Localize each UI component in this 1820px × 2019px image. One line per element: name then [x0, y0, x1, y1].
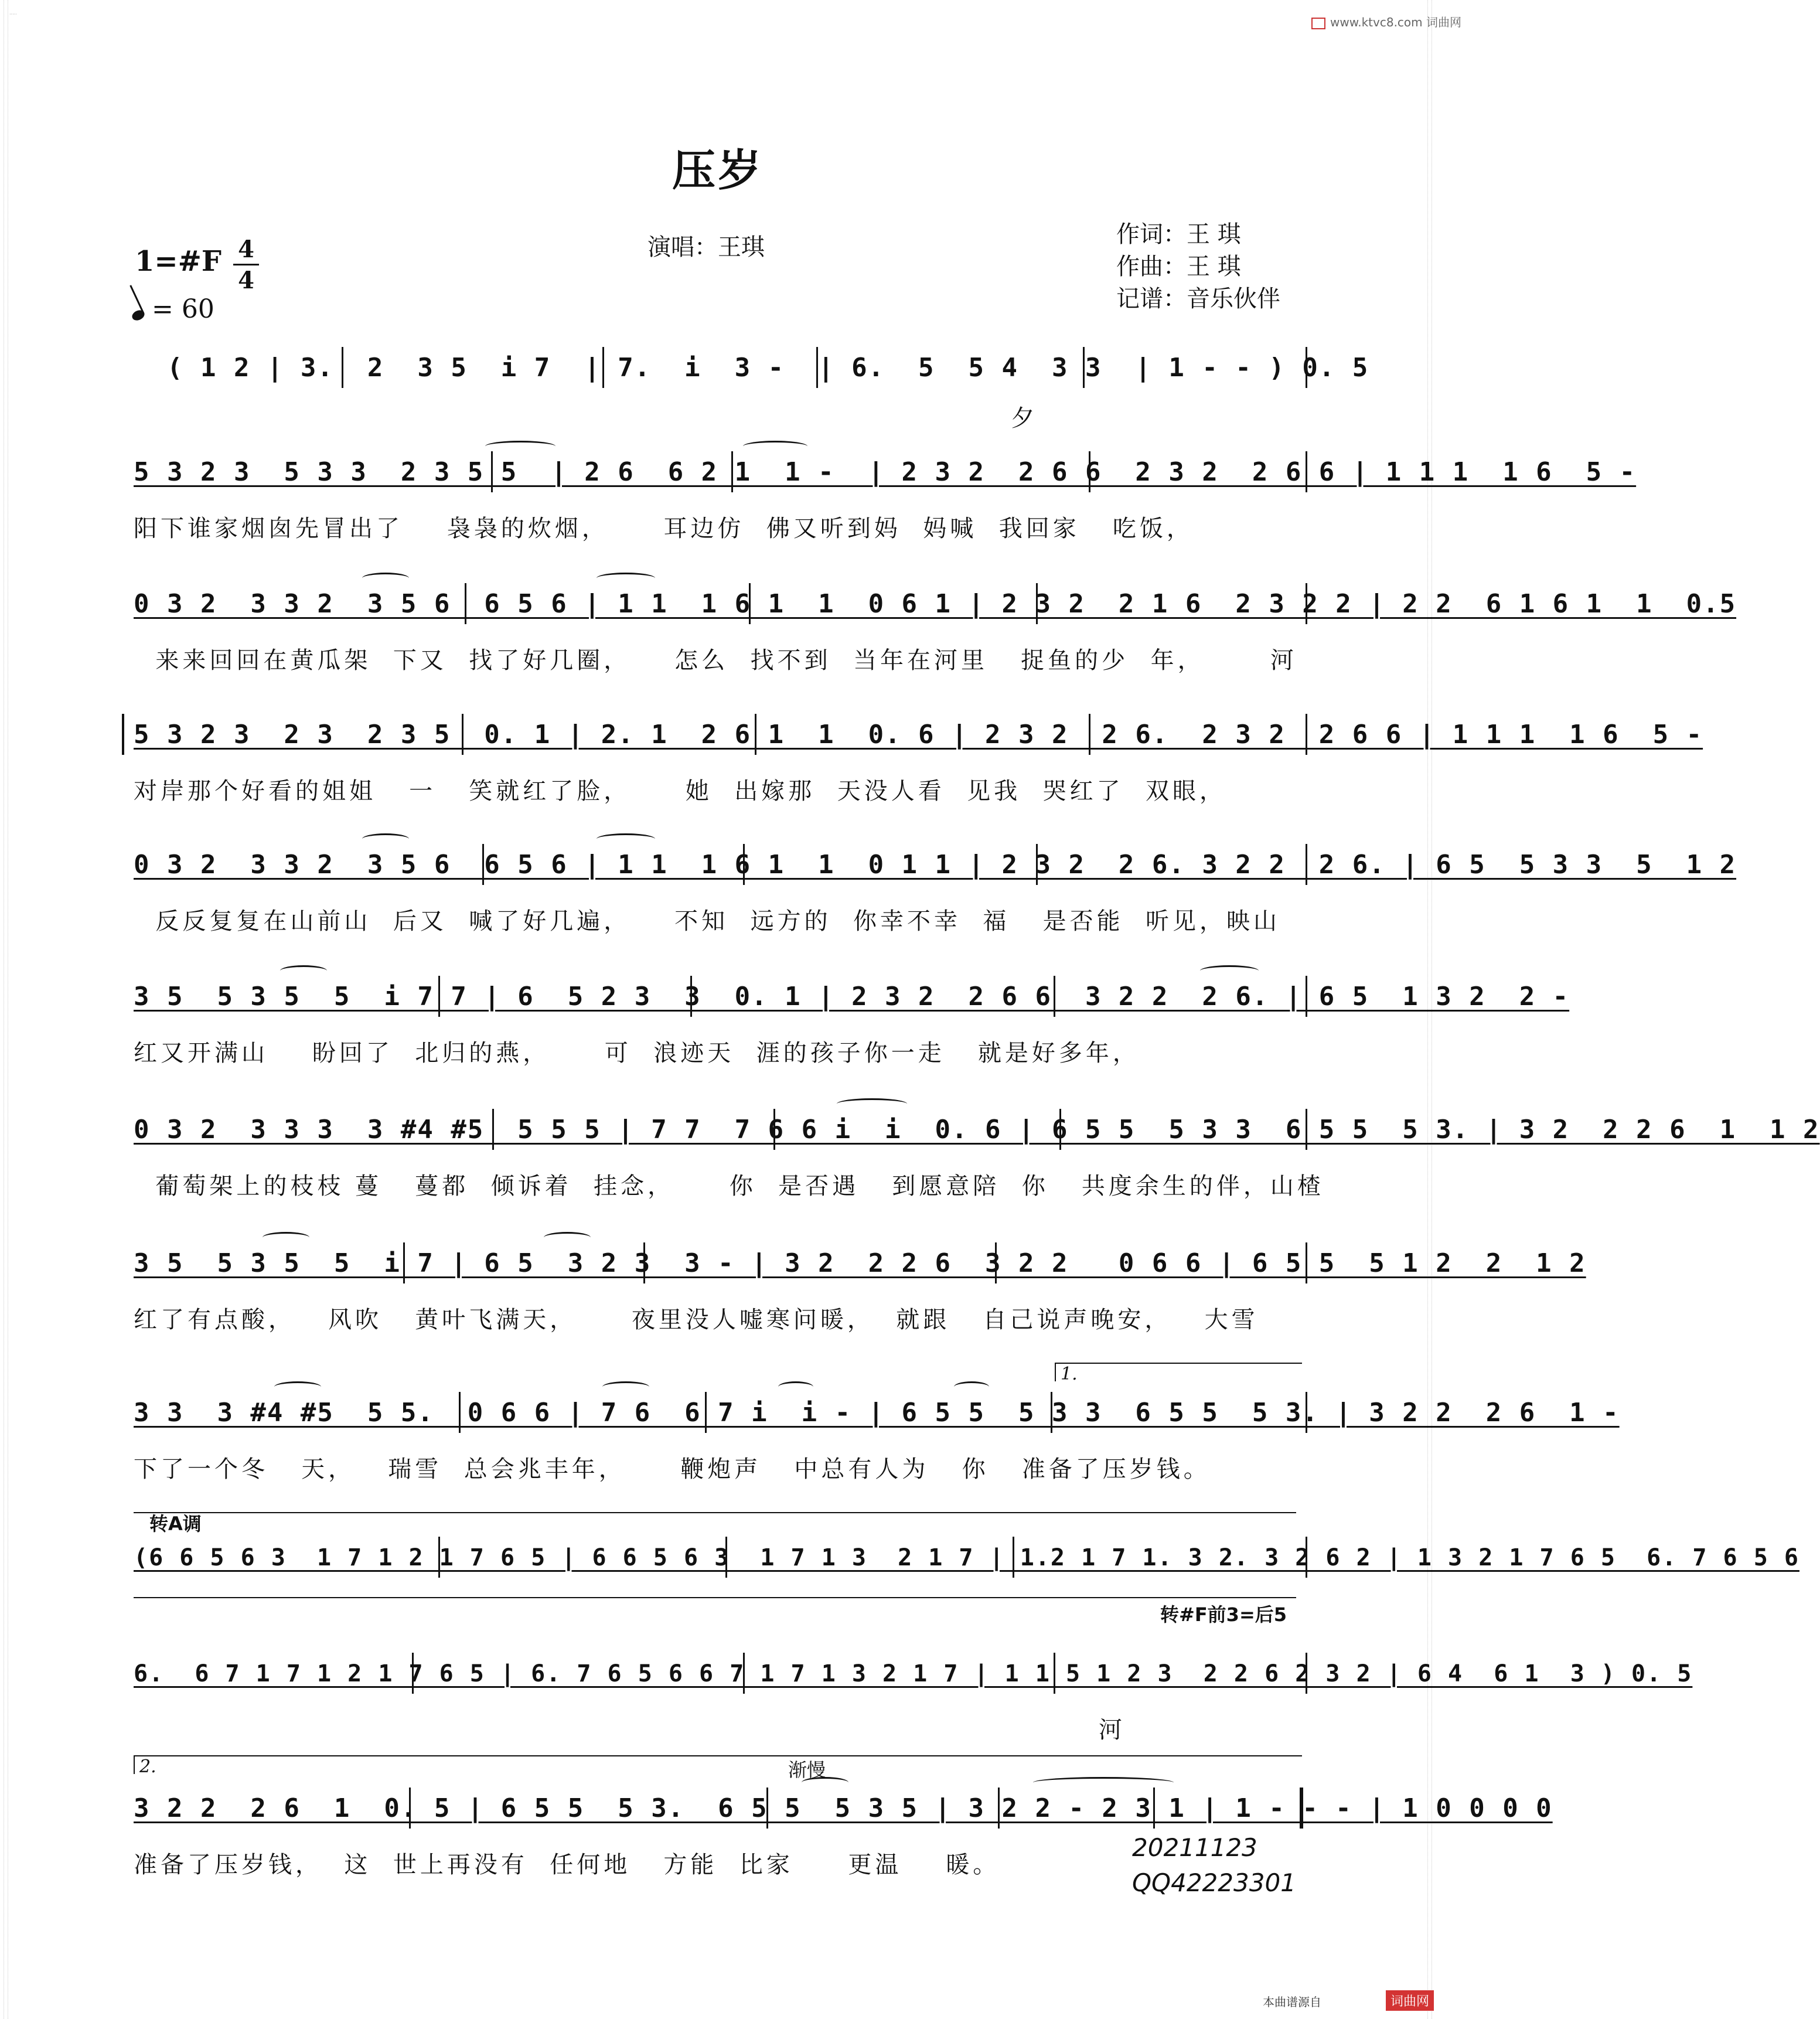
modulation-back: 转#F前3=后5: [1160, 1603, 1287, 1626]
song-title: 压岁: [672, 145, 764, 196]
score-row-11: [134, 1647, 1693, 1744]
score-row-9: [134, 1386, 1620, 1483]
score-row-2: [134, 445, 1637, 542]
modulation-to-a: 转A调: [149, 1513, 202, 1535]
score-row-7: [134, 1103, 1820, 1200]
key-signature: 1=#F: [135, 245, 221, 278]
row-1-notes: ( 1 2 | 3. 2 3 5 i 7 | 7. i 3 - | 6. 5 5 4 3 3 | 1 - - ) 0. 5: [134, 353, 1369, 383]
footer-source-text: 本曲谱源自: [1263, 1995, 1321, 2009]
row-4-notes: 5 3 2 3 2 3 2 3 5 0. 1 | 2. 1 2 6 1 1 0. 6 | 2 3 2 2 6. 2 3 2 2 6 6 | 1 1 1 1 6 5 -: [134, 720, 1703, 750]
interlude-line: [134, 1512, 1296, 1513]
row-11-lyrics: 河: [134, 1717, 1126, 1744]
row-11-notes: 6. 6 7 1 7 1 2 1 7 6 5 | 6. 7 6 5 6 6 7 1 7 1 3 2 1 7 | 1 1 5 1 2 3 2 2 6 2 3 2 | 6 4 6 1 3 ) 0. 5: [134, 1660, 1693, 1687]
row-8-lyrics: 红了有点酸， 风吹 黄叶飞满天， 夜里没人嘘寒问暖， 就跟 自己说声晚安， 大雪: [134, 1306, 1259, 1333]
qq-stamp: QQ42223301: [1132, 1868, 1296, 1897]
time-signature-line: [233, 264, 259, 265]
site-watermark-top[interactable]: [1311, 13, 1461, 30]
volta-2-bracket: 2.: [134, 1755, 1302, 1774]
quarter-note-icon: [131, 308, 146, 322]
time-signature-top: 4: [238, 236, 254, 263]
row-2-lyrics: 阳下谁家烟囱先冒出了 袅袅的炊烟， 耳边仿 佛又听到妈 妈喊 我回家 吃饭，: [134, 515, 1194, 542]
row-9-lyrics: 下了一个冬 天， 瑞雪 总会兆丰年， 鞭炮声 中总有人为 你 准备了压岁钱。: [134, 1456, 1211, 1483]
tempo-change: 渐慢: [788, 1759, 826, 1781]
score-row-1: [134, 341, 1369, 432]
interlude-line-2: [134, 1597, 1296, 1598]
tempo-marking: [132, 294, 214, 324]
row-2-notes: 5 3 2 3 5 3 3 2 3 5 5 | 2 6 6 2 1 1 - | 2 3 2 2 6 6 2 3 2 2 6 6 | 1 1 1 1 6 5 -: [134, 457, 1637, 487]
row-6-lyrics: 红又开满山 盼回了 北归的燕， 可 浪迹天 涯的孩子你一走 就是好多年，: [134, 1040, 1140, 1067]
transcriber-credit: 记谱：音乐伙伴: [1116, 285, 1280, 312]
score-row-10: [134, 1531, 1799, 1601]
tempo-value: = 60: [152, 294, 214, 324]
time-signature: [233, 237, 259, 294]
row-5-notes: 0 3 2 3 3 2 3 5 6 6 5 6 | 1 1 1 6 1 1 0 1 1 | 2 3 2 2 6. 3 2 2 2 6. | 6 5 5 3 3 5 1 2: [134, 850, 1737, 880]
site-logo-icon: [1311, 18, 1325, 29]
row-7-notes: 0 3 2 3 3 3 3 #4 #5 5 5 5 | 7 7 7 6 6 i i 0. 6 | 6 5 5 5 3 3 6 5 5 5 3. | 3 2 2 2 6 1 1 2: [134, 1115, 1820, 1145]
score-row-8: [134, 1237, 1586, 1333]
date-stamp: 20211123: [1132, 1833, 1257, 1862]
footer-logo[interactable]: 词曲网: [1386, 1990, 1434, 2011]
score-row-4: [134, 708, 1703, 805]
row-4-lyrics: 对岸那个好看的姐姐 一 笑就红了脸， 她 出嫁那 天没人看 见我 哭红了 双眼，: [134, 778, 1227, 805]
row-12-notes: 3 2 2 2 6 1 0. 5 | 6 5 5 5 3. 6 5 5 5 3 5 | 3 2 2 - 2 3 1 | 1 - - - | 1 0 0 0 0: [134, 1793, 1553, 1823]
row-12-lyrics: 准备了压岁钱， 这 世上再没有 任何地 方能 比家 更温 暖。: [134, 1851, 1000, 1878]
score-row-6: [134, 970, 1570, 1067]
score-row-5: [134, 838, 1737, 935]
row-9-notes: 3 3 3 #4 #5 5 5. 0 6 6 | 7 6 6 7 i i - | 6 5 5 5 3 3 6 5 5 5 3. | 3 2 2 2 6 1 -: [134, 1398, 1620, 1428]
composer-credit: 作曲：王 琪: [1116, 253, 1241, 280]
tiny-top-mark: ·····: [9, 12, 17, 17]
row-7-lyrics: 葡萄架上的枝枝 蔓 蔓都 倾诉着 挂念， 你 是否遇 到愿意陪 你 共度余生的伴，山楂: [134, 1173, 1324, 1200]
left-border-strip: [4, 0, 8, 2019]
row-3-notes: 0 3 2 3 3 2 3 5 6 6 5 6 | 1 1 1 6 1 1 0 6 1 | 2 3 2 2 1 6 2 3 2 2 | 2 2 6 1 6 1 1 0.5: [134, 589, 1737, 619]
time-signature-bottom: 4: [238, 267, 254, 294]
volta-1-bracket: 1.: [1055, 1363, 1302, 1381]
row-6-notes: 3 5 5 3 5 5 i 7 7 | 6 5 2 3 3 0. 1 | 2 3 2 2 6 6 3 2 2 2 6. | 6 5 1 3 2 2 -: [134, 982, 1570, 1012]
row-10-notes: (6 6 5 6 3 1 7 1 2 1 7 6 5 | 6 6 5 6 3 1 7 1 3 2 1 7 | 1.2 1 7 1. 3 2. 3 2 6 2 | 1 3 2 1 7 6 5 6. 7 6 5 6: [134, 1544, 1799, 1571]
score-row-3: [134, 577, 1737, 674]
singer-credit: 演唱：王琪: [647, 234, 765, 261]
lyricist-credit: 作词：王 琪: [1116, 221, 1241, 248]
row-8-notes: 3 5 5 3 5 5 i 7 | 6 5 3 2 3 3 - | 3 2 2 2 6 3 2 2 0 6 6 | 6 5 5 5 1 2 2 1 2: [134, 1248, 1586, 1278]
row-1-lyrics: 夕: [134, 405, 1038, 432]
row-3-lyrics: 来来回回在黄瓜架 下又 找了好几圈， 怎么 找不到 当年在河里 捉鱼的少 年， 河: [134, 647, 1297, 674]
site-top-text: www.ktvc8.com 词曲网: [1330, 15, 1462, 29]
row-5-lyrics: 反反复复在山前山 后又 喊了好几遍， 不知 远方的 你幸不幸 福 是否能 听见，映山: [134, 908, 1281, 935]
